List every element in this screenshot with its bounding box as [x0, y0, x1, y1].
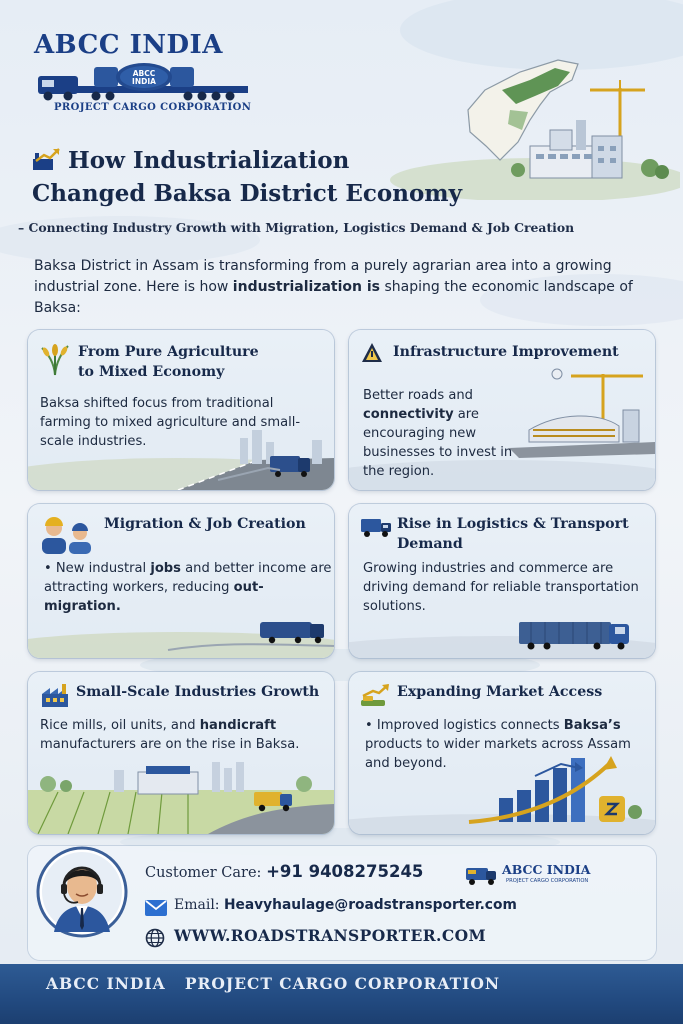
- card-text-b: manufacturers are on the rise in Baksa.: [40, 737, 300, 752]
- road-sign-icon: [361, 342, 383, 364]
- card-title-agriculture: [78, 342, 259, 382]
- card-text-bold: jobs: [150, 561, 181, 576]
- email-icon: [145, 900, 167, 916]
- card-text-a: Rice mills, oil units, and: [40, 718, 200, 733]
- card-text-migration: [44, 559, 334, 616]
- card-text-market-access: [365, 716, 651, 773]
- logo-badge-line2: INDIA: [132, 77, 156, 86]
- card-text-a: • Improved logistics connects: [365, 718, 564, 733]
- card-text-infrastructure: [363, 386, 523, 481]
- intro-text-a: Baksa District in Assam is transforming from a purely agrarian area into a growing industrial zone. Here is how: [34, 258, 612, 295]
- card-expanding-market-access: [349, 672, 655, 834]
- wheat-icon: [38, 342, 72, 376]
- card-text-bold: Baksa’s: [563, 718, 621, 733]
- factory-icon: [40, 682, 70, 708]
- brand-mini-tagline: PROJECT CARGO CORPORATION: [506, 878, 589, 884]
- intro-text-b: shaping the economic landscape of Baksa:: [34, 279, 633, 316]
- card-title-migration: Migration & Job Creation: [104, 516, 306, 532]
- title-line-1: How Industrialization: [68, 147, 350, 174]
- card-title-logistics: [397, 514, 629, 554]
- card-logistics-transport-demand: [349, 504, 655, 658]
- card-text-small-industries: [40, 716, 330, 754]
- logo-truck-icon: [38, 62, 248, 102]
- card-title-small-industries: Small-Scale Industries Growth: [76, 684, 320, 700]
- card-text-bold: connectivity: [363, 407, 454, 422]
- email-link[interactable]: Heavyhaulage@roadstransporter.com: [223, 897, 517, 913]
- factory-chart-icon: [32, 147, 62, 171]
- page-title: [32, 144, 492, 210]
- card-text-a: Better roads and: [363, 388, 473, 403]
- contact-panel: [28, 846, 656, 960]
- brand-tagline: PROJECT CARGO CORPORATION: [54, 102, 252, 113]
- intro-paragraph: [34, 256, 654, 319]
- website-link[interactable]: WWW.ROADSTRANSPORTER.COM: [174, 926, 487, 945]
- card-text-agriculture: Baksa shifted focus from traditional farming to mixed agriculture and small-scale industries.: [40, 396, 301, 449]
- phone-number-link[interactable]: +91 9408275245: [266, 862, 424, 881]
- card-title-line-2: Demand: [397, 536, 463, 552]
- truck-icon: [361, 516, 393, 538]
- card-text-logistics: Growing industries and commerce are driving demand for reliable transportation solutions.: [363, 561, 639, 614]
- card-text-a: • New industral: [44, 561, 151, 576]
- globe-icon: [145, 928, 165, 948]
- customer-care-avatar: [36, 846, 128, 938]
- card-title-line-1: Rise in Logistics & Transport: [397, 516, 629, 532]
- card-title-line-1: From Pure Agriculture: [78, 344, 259, 360]
- workers-icon: [38, 514, 96, 554]
- footer-bar: [0, 964, 683, 1024]
- card-agriculture-to-mixed-economy: [28, 330, 334, 490]
- logo-badge-line1: ABCC: [132, 69, 156, 78]
- footer-tagline: PROJECT CARGO CORPORATION: [184, 974, 501, 993]
- customer-care-line: [145, 862, 423, 881]
- card-title-market-access: Expanding Market Access: [397, 684, 603, 700]
- brand-logo-title: ABCC INDIA: [34, 30, 223, 60]
- page-subtitle: – Connecting Industry Growth with Migration, Logistics Demand & Job Creation: [18, 220, 575, 235]
- intro-bold: industrialization is: [232, 279, 381, 295]
- card-text-b: products to wider markets across Assam and beyond.: [365, 737, 631, 771]
- card-infrastructure-improvement: [349, 330, 655, 490]
- card-text-b: and better income are attracting workers, reducing: [44, 561, 332, 595]
- title-line-2: Changed Baksa District Economy: [32, 180, 462, 207]
- email-label: Email:: [174, 897, 224, 913]
- card-text-bold-2: out-migration.: [44, 580, 264, 614]
- card-title-infrastructure: Infrastructure Improvement: [393, 344, 619, 360]
- card-text-bold: handicraft: [199, 718, 277, 733]
- growth-chart-icon: [359, 682, 391, 708]
- brand-mini-title: ABCC INDIA: [502, 862, 591, 877]
- card-migration-job-creation: [28, 504, 334, 658]
- card-title-line-2: to Mixed Economy: [78, 364, 225, 380]
- footer-brand: ABCC INDIA: [46, 974, 166, 993]
- customer-care-label: Customer Care:: [145, 865, 267, 881]
- card-small-scale-industries: [28, 672, 334, 834]
- email-line: [174, 897, 517, 913]
- card-text-b: are encouraging new businesses to invest in the region.: [363, 407, 513, 479]
- footer-text: [46, 974, 500, 993]
